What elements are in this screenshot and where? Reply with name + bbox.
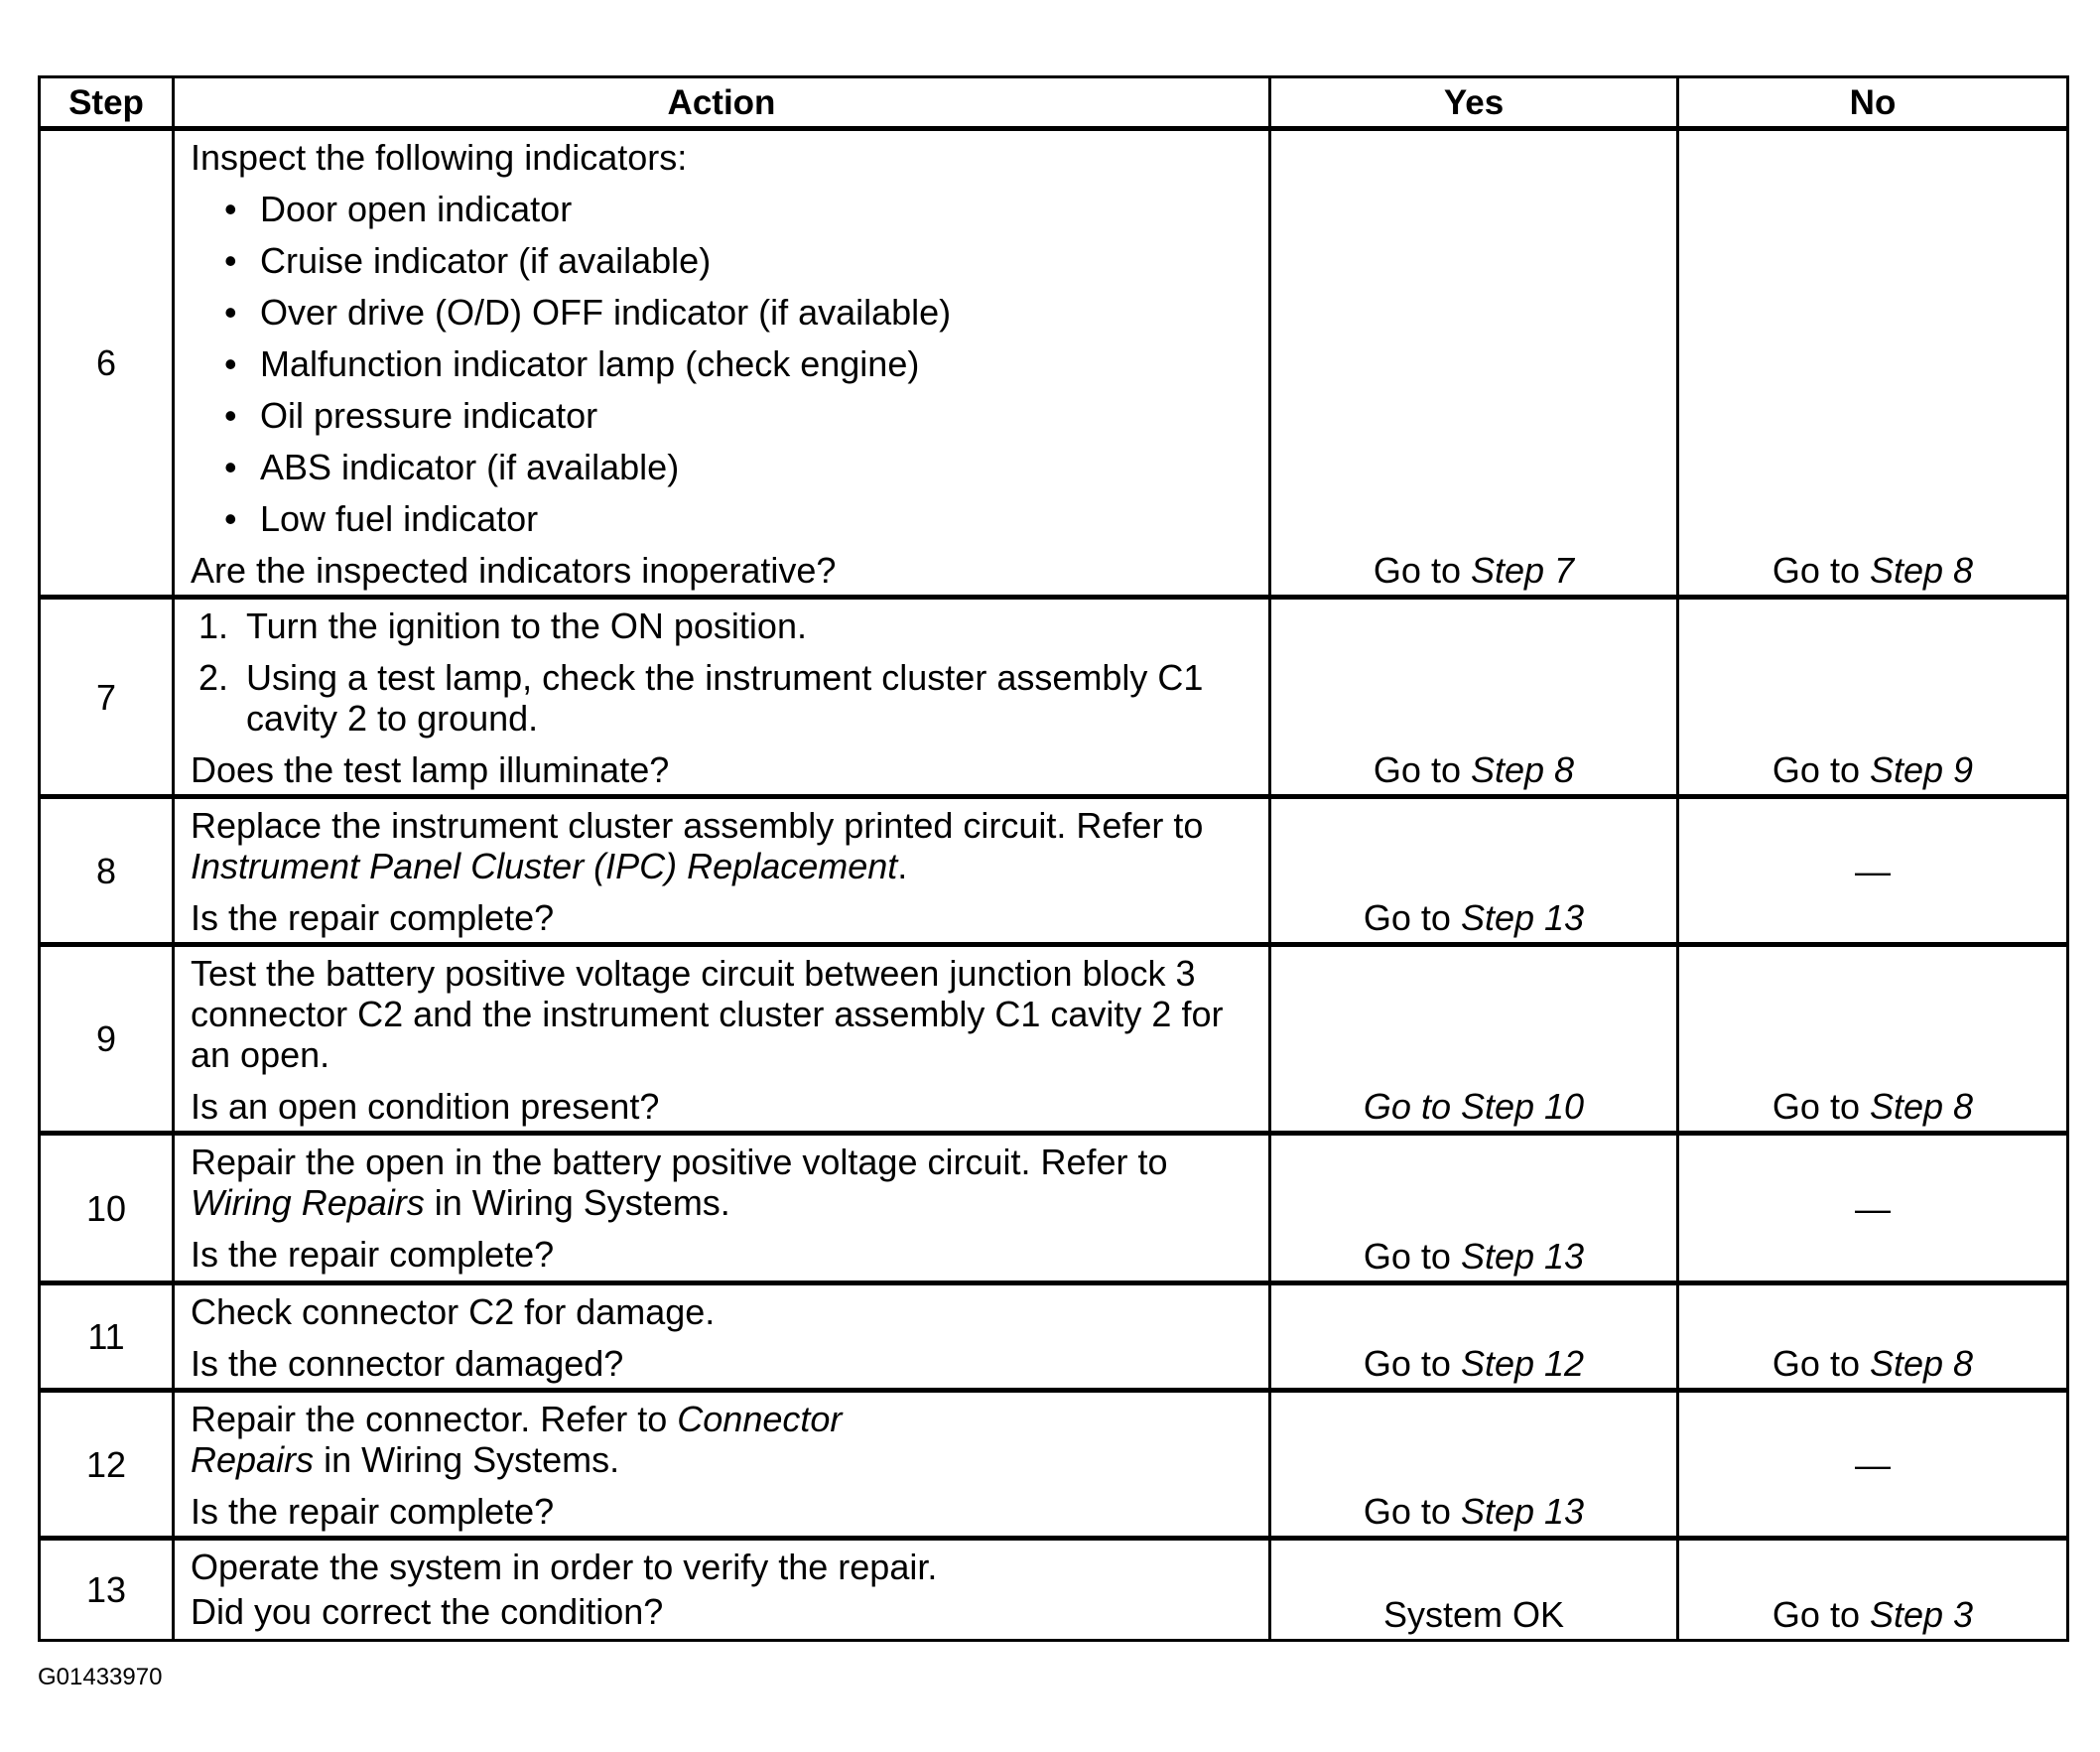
item-number: 1.: [197, 606, 228, 646]
action-text-tail: .: [897, 846, 908, 886]
action-question: Is the repair complete?: [191, 1491, 555, 1532]
numbered-list: [191, 606, 1245, 739]
step-link: Step 13: [1460, 1491, 1585, 1532]
list-item: • Door open indicator: [191, 189, 1245, 229]
table-row: [40, 797, 2068, 945]
yes-cell: [1270, 129, 1678, 598]
action-question: Is the repair complete?: [191, 1234, 555, 1275]
figure-id-label: G01433970: [38, 1664, 163, 1690]
action-text-tail: in Wiring Systems.: [424, 1182, 730, 1223]
header-yes: Yes: [1270, 77, 1678, 129]
step-number: 9: [40, 945, 174, 1134]
action-question: Is an open condition present?: [191, 1086, 660, 1127]
table-row: [40, 598, 2068, 797]
table-row: [40, 1134, 2068, 1283]
step-number: 11: [40, 1283, 174, 1391]
step-link: Step 8: [1470, 749, 1575, 790]
list-item: • Over drive (O/D) OFF indicator (if available): [191, 292, 1245, 333]
step-number: 7: [40, 598, 174, 797]
no-cell: [1678, 945, 2068, 1134]
indicator-list: [191, 189, 1245, 539]
not-applicable-dash: —: [1855, 850, 1891, 891]
reference-link: Instrument Panel Cluster (IPC) Replacement: [191, 846, 898, 886]
no-cell: [1678, 1134, 2068, 1283]
no-cell: [1678, 1283, 2068, 1391]
yes-cell: [1270, 1539, 1678, 1641]
action-text: Test the battery positive voltage circuit between junction block 3 connector C2 and the instrument cluster assembly C1 cavity 2 for an open.: [191, 953, 1224, 1075]
table-row: [40, 945, 2068, 1134]
step-link: Step 8: [1869, 1086, 1974, 1127]
item-number: 2.: [197, 657, 228, 698]
step-link: Step 8: [1869, 550, 1974, 591]
action-text-plain: Replace the instrument cluster assembly printed circuit. Refer to: [191, 805, 1204, 846]
action-text: [191, 805, 1245, 886]
table-header-row: [40, 77, 2068, 129]
goto-prefix: Go to: [1363, 1491, 1461, 1532]
no-cell: [1678, 797, 2068, 945]
step-link: Go to Step 10: [1363, 1086, 1585, 1127]
table-row: [40, 1391, 2068, 1539]
step-link: Step 7: [1470, 550, 1575, 591]
header-step: Step: [40, 77, 174, 129]
step-number: 13: [40, 1539, 174, 1641]
action-cell: [174, 598, 1270, 797]
action-cell: [174, 129, 1270, 598]
yes-cell: [1270, 1283, 1678, 1391]
action-text-plain: Repair the connector. Refer to: [191, 1399, 678, 1439]
action-text: Check connector C2 for damage.: [191, 1291, 716, 1332]
yes-cell: [1270, 1391, 1678, 1539]
table-row: [40, 1283, 2068, 1391]
goto-prefix: Go to: [1363, 1343, 1461, 1384]
yes-cell: [1270, 945, 1678, 1134]
goto-prefix: Go to: [1772, 550, 1870, 591]
list-item: • Low fuel indicator: [191, 498, 1245, 539]
reference-link: Wiring Repairs: [191, 1182, 425, 1223]
no-cell: [1678, 1539, 2068, 1641]
list-item: [191, 606, 1245, 646]
step-number: 8: [40, 797, 174, 945]
action-cell: [174, 945, 1270, 1134]
action-text: [191, 1142, 1245, 1223]
table-row: [40, 129, 2068, 598]
action-question: Are the inspected indicators inoperative?: [191, 550, 837, 591]
not-applicable-dash: —: [1855, 1443, 1891, 1485]
diagnostic-table: [38, 75, 2069, 1642]
list-item: • Oil pressure indicator: [191, 395, 1245, 436]
goto-prefix: Go to: [1373, 550, 1471, 591]
no-cell: [1678, 1391, 2068, 1539]
not-applicable-dash: —: [1855, 1187, 1891, 1229]
item-text: Using a test lamp, check the instrument cluster assembly C1 cavity 2 to ground.: [246, 657, 1204, 739]
action-cell: [174, 1391, 1270, 1539]
action-cell: [174, 797, 1270, 945]
action-cell: [174, 1283, 1270, 1391]
step-link: Step 13: [1460, 897, 1585, 938]
yes-cell: [1270, 797, 1678, 945]
goto-prefix: Go to: [1772, 1086, 1870, 1127]
step-link: Step 13: [1460, 1236, 1585, 1277]
list-item: • ABS indicator (if available): [191, 447, 1245, 487]
goto-prefix: Go to: [1363, 897, 1461, 938]
goto-prefix: Go to: [1772, 1343, 1870, 1384]
action-text-plain: Repair the open in the battery positive voltage circuit. Refer to: [191, 1142, 1168, 1182]
list-item: [191, 657, 1245, 739]
result-text: System OK: [1382, 1594, 1565, 1635]
goto-prefix: Go to: [1373, 749, 1471, 790]
yes-cell: [1270, 1134, 1678, 1283]
step-number: 10: [40, 1134, 174, 1283]
step-link: Step 9: [1869, 749, 1974, 790]
yes-cell: [1270, 598, 1678, 797]
header-action: Action: [174, 77, 1270, 129]
action-cell: [174, 1134, 1270, 1283]
step-link: Step 12: [1460, 1343, 1585, 1384]
goto-prefix: Go to: [1772, 1594, 1870, 1635]
no-cell: [1678, 598, 2068, 797]
action-text: [191, 1399, 891, 1480]
list-item: • Malfunction indicator lamp (check engine): [191, 343, 1245, 384]
item-text: Turn the ignition to the ON position.: [246, 606, 807, 646]
action-cell: [174, 1539, 1270, 1641]
reference-link: Connector Repairs: [191, 1399, 843, 1480]
goto-prefix: Go to: [1772, 749, 1870, 790]
action-question: Is the connector damaged?: [191, 1343, 624, 1384]
list-item: • Cruise indicator (if available): [191, 240, 1245, 281]
step-number: 12: [40, 1391, 174, 1539]
action-text: Operate the system in order to verify the repair.: [191, 1547, 938, 1587]
step-link: Step 3: [1869, 1594, 1974, 1635]
no-cell: [1678, 129, 2068, 598]
action-text-tail: in Wiring Systems.: [314, 1439, 620, 1480]
table-row: [40, 1539, 2068, 1641]
goto-prefix: Go to: [1363, 1236, 1461, 1277]
header-no: No: [1678, 77, 2068, 129]
action-question: Does the test lamp illuminate?: [191, 749, 670, 790]
step-link: Step 8: [1869, 1343, 1974, 1384]
action-question: Did you correct the condition?: [191, 1591, 664, 1632]
step-number: 6: [40, 129, 174, 598]
action-question: Is the repair complete?: [191, 897, 555, 938]
action-intro: Inspect the following indicators:: [191, 137, 688, 178]
